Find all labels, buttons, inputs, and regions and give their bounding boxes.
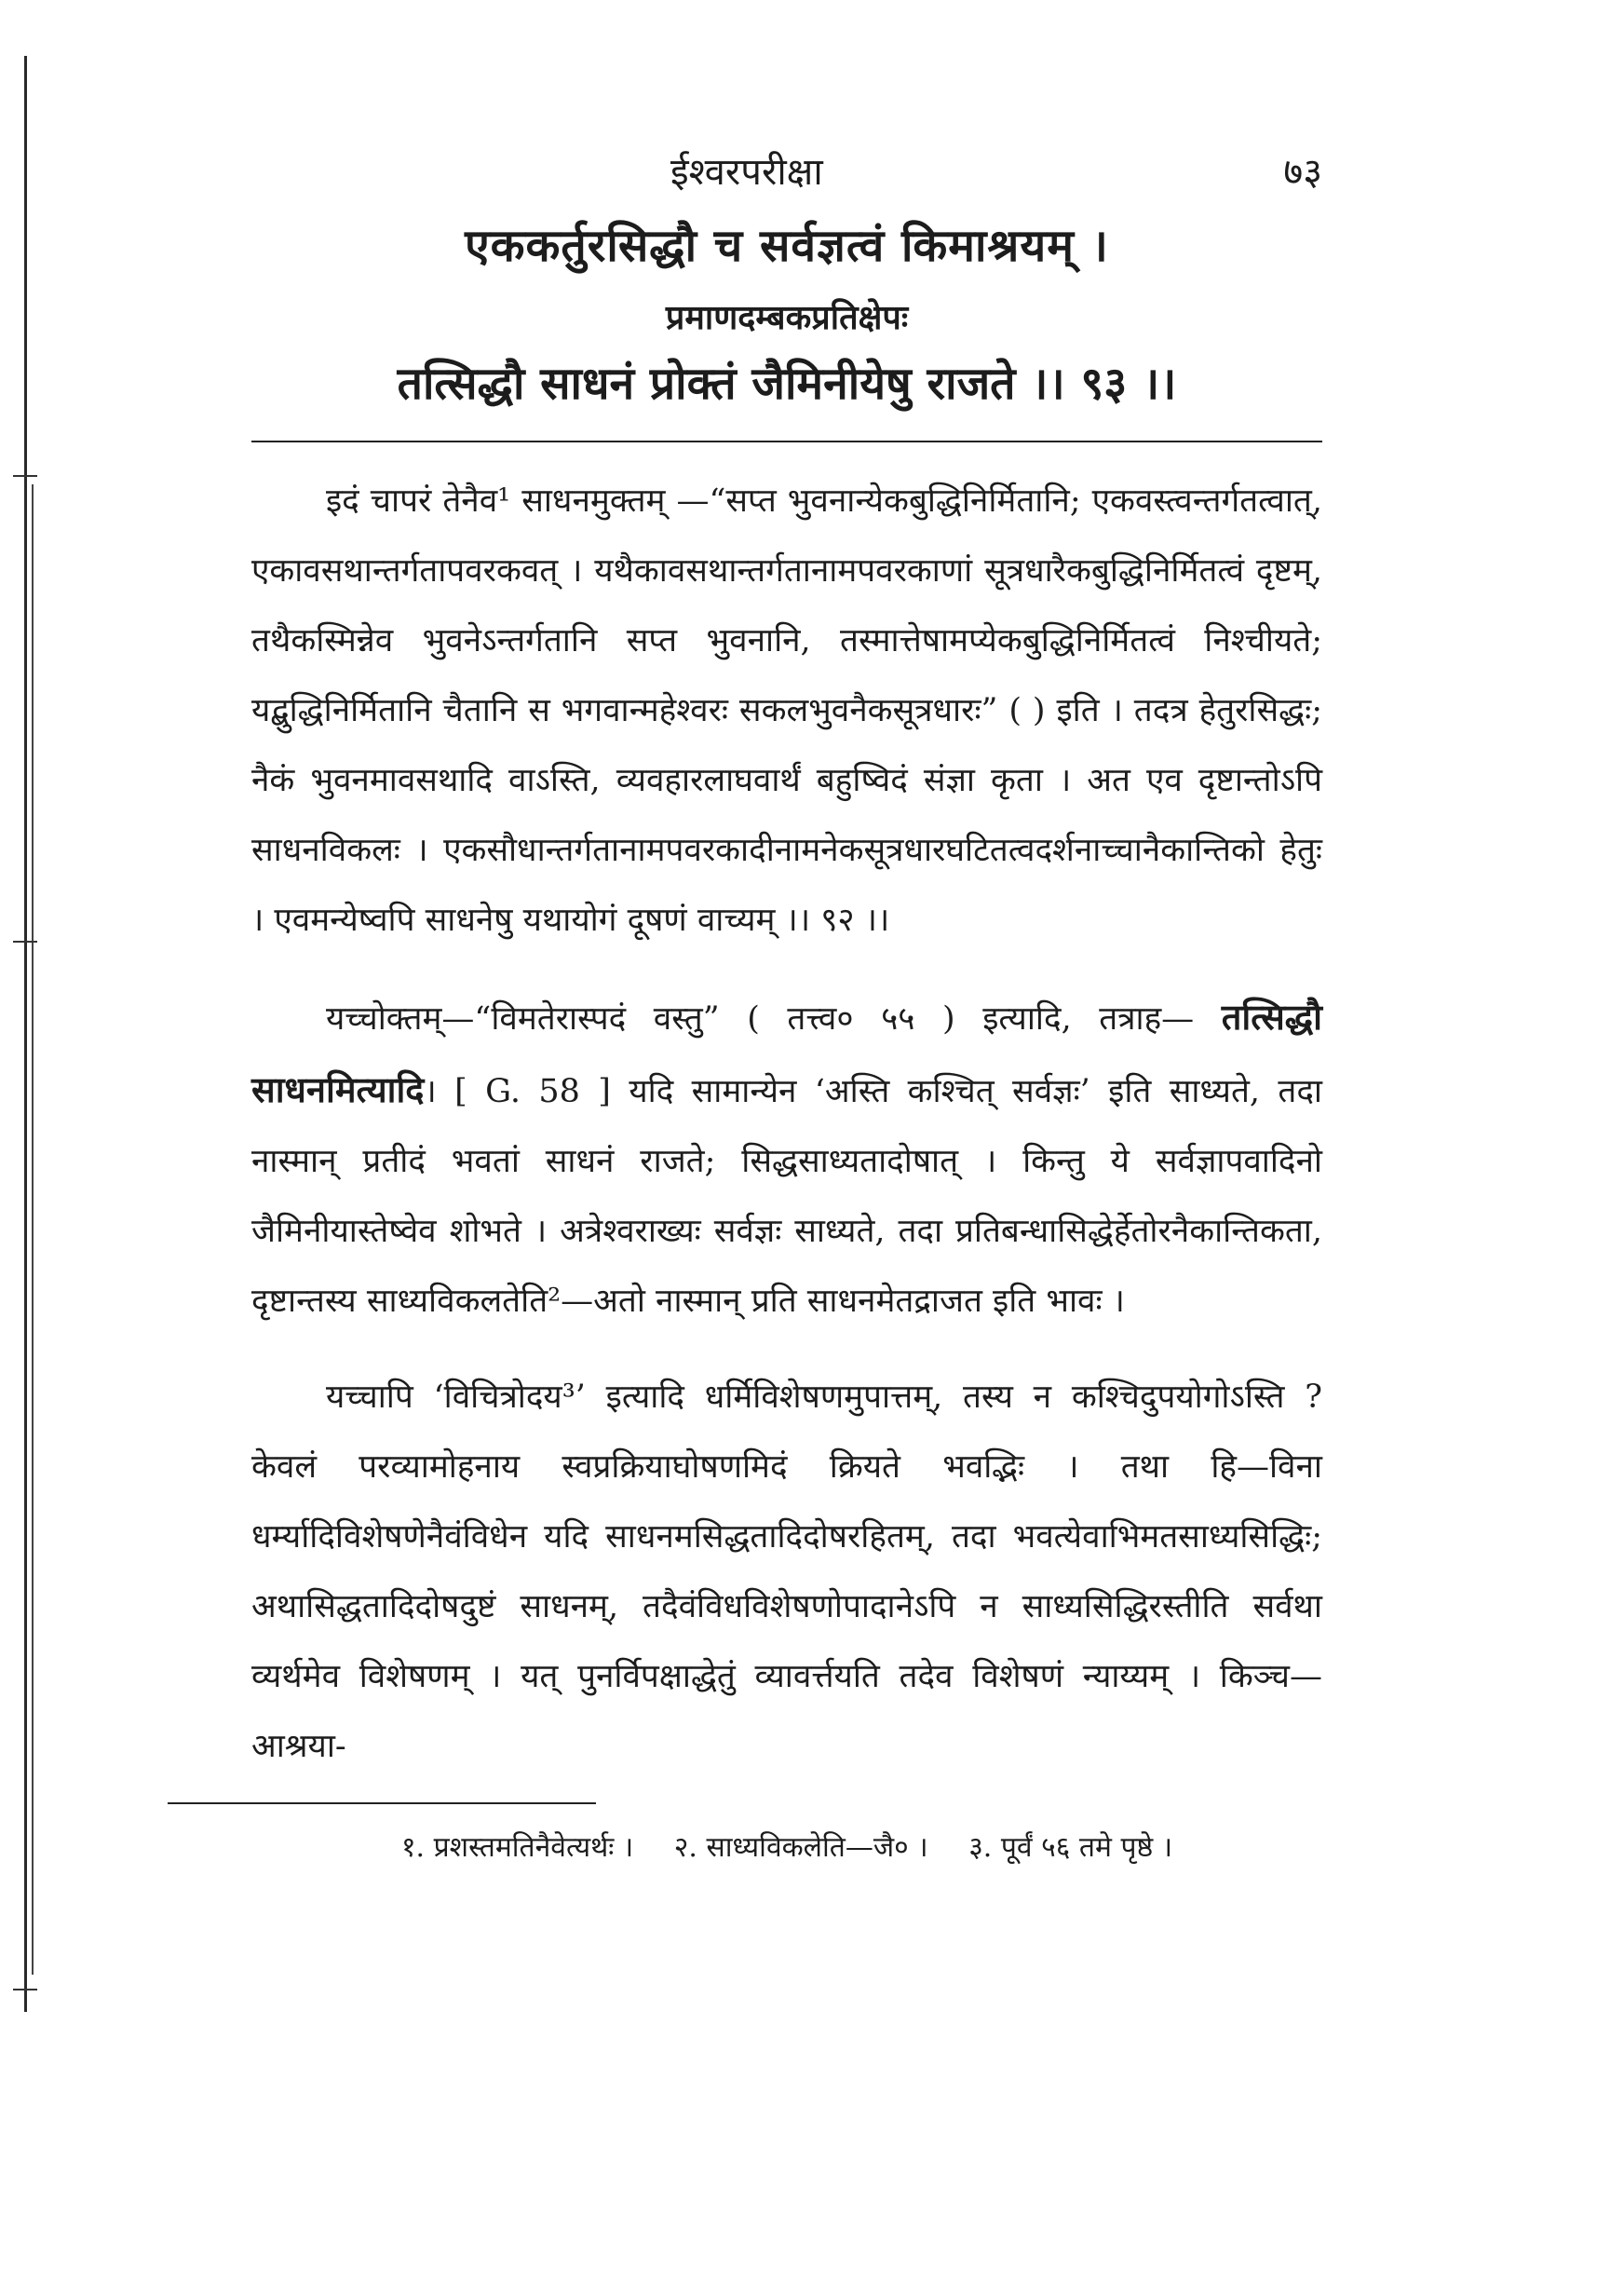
binding-edge-line-inner (32, 484, 34, 1975)
verse-line-1: एककर्तुरसिद्धौ च सर्वज्ञत्वं किमाश्रयम् । (465, 220, 1109, 272)
commentary-paragraph-3: यच्चापि ‘विचित्रोदय³’ इत्यादि धर्मिविशेषणमुपात्तम्, तस्य न कश्चिदुपयोगोऽस्ति ? केवलं परव्यामोहनाय स्वप्रक्रियाघोषणमिदं क्रियते भवद्भिः । तथा हि—विना धर्म्यादिविशेषणेनैवंविधेन यदि साधनमसिद्धतादिदोषरहितम्, तदा भवत्येवाभिमतसाध्यसिद्धिः; अथासिद्धतादिदोषदुष्टं साधनम्, तदैवंविधविशेषणोपादानेऽपि न साध्यसिद्धिरस्तीति सर्वथा व्यर्थमेव विशेषणम् । यत् पुनर्विपक्षाद्धेतुं व्यावर्त्तयति तदेव विशेषणं न्याय्यम् । किञ्च—आश्रया- (251, 1379, 1322, 1765)
page-number: ७३ (1283, 151, 1322, 194)
footnote-2: २. साध्यविकलेति—जै० । (673, 1831, 928, 1864)
commentary-paragraph-1: इदं चापरं तेनैव¹ साधनमुक्तम् —“सप्त भुवनान्येकबुद्धिनिर्मितानि; एकवस्त्वन्तर्गतत्वात्, एकावसथान्तर्गतापवरकवत् । यथैकावसथान्तर्गतानामपवरकाणां सूत्रधारैकबुद्धिनिर्मितत्वं दृष्टम्, तथैकस्मिन्नेव भुवनेऽन्तर्गतानि सप्त भुवनानि, तस्मात्तेषामप्येकबुद्धिनिर्मितत्वं निश्चीयते; यद्बुद्धिनिर्मितानि चैतानि स भगवान्महेश्वरः सकलभुवनैकसूत्रधारः” ( ) इति । तदत्र हेतुरसिद्धः; नैकं भुवनमावसथादि वाऽस्ति, व्यवहारलाघवार्थं बहुष्विदं संज्ञा कृता । अत एव दृष्टान्तोऽपि साधनविकलः । एकसौधान्तर्गतानामपवरकादीनामनेकसूत्रधारघटितत्वदर्शनाच्चानैकान्तिको हेतुः । एवमन्येष्वपि साधनेषु यथायोगं दूषणं वाच्यम् ।। ९२ ।। (251, 482, 1322, 939)
paragraph-2-rest: । [ G. 58 ] यदि सामान्येन ‘अस्ति कश्चित् सर्वज्ञः’ इति साध्यते, तदा नास्मान् प्रतीदं भवतां साधनं राजते; सिद्धसाध्यतादोषात् । किन्तु ये सर्वज्ञापवादिनो जैमिनीयास्तेष्वेव शोभते । अत्रेश्वराख्यः सर्वज्ञः साध्यते, तदा प्रतिबन्धासिद्धेर्हेतोरनैकान्तिकता, दृष्टान्तस्य साध्यविकलतेति²—अतो नास्मान् प्रति साधनमेतद्राजत इति भावः । (251, 1073, 1322, 1320)
binding-edge-line (24, 56, 27, 2012)
binding-mark (13, 1989, 37, 1990)
running-head (251, 140, 1322, 205)
paragraph-2-bold-pratika: तत्सिद्धौ साधनमित्यादि (251, 996, 1322, 1110)
footnote-divider (168, 1802, 596, 1804)
verse-divider (251, 441, 1322, 442)
footnote-3: ३. पूर्वं ५६ तमे पृष्ठे । (968, 1831, 1173, 1864)
binding-mark (13, 941, 37, 943)
running-title: ईश्वरपरीक्षा (670, 151, 823, 194)
verse-line-2: तत्सिद्धौ साधनं प्रोक्तं जैमिनीयेषु राजते ।। ९३ ।। (397, 358, 1177, 410)
verse-block (251, 214, 1322, 413)
commentary-paragraph-2 (251, 982, 1322, 1337)
verse-line-mid: प्रमाणदम्बकप्रतिक्षेपः (665, 298, 909, 337)
page-content (251, 140, 1322, 1865)
paragraph-2-intro: यच्चोक्तम्—“विमतेरास्पदं वस्तु” ( तत्त्व० ५५ ) इत्यादि, तत्राह— (326, 1000, 1195, 1038)
footnotes (251, 1827, 1322, 1865)
binding-mark (13, 475, 37, 477)
footnote-1: १. प्रशस्तमतिनैवेत्यर्थः । (400, 1831, 634, 1864)
